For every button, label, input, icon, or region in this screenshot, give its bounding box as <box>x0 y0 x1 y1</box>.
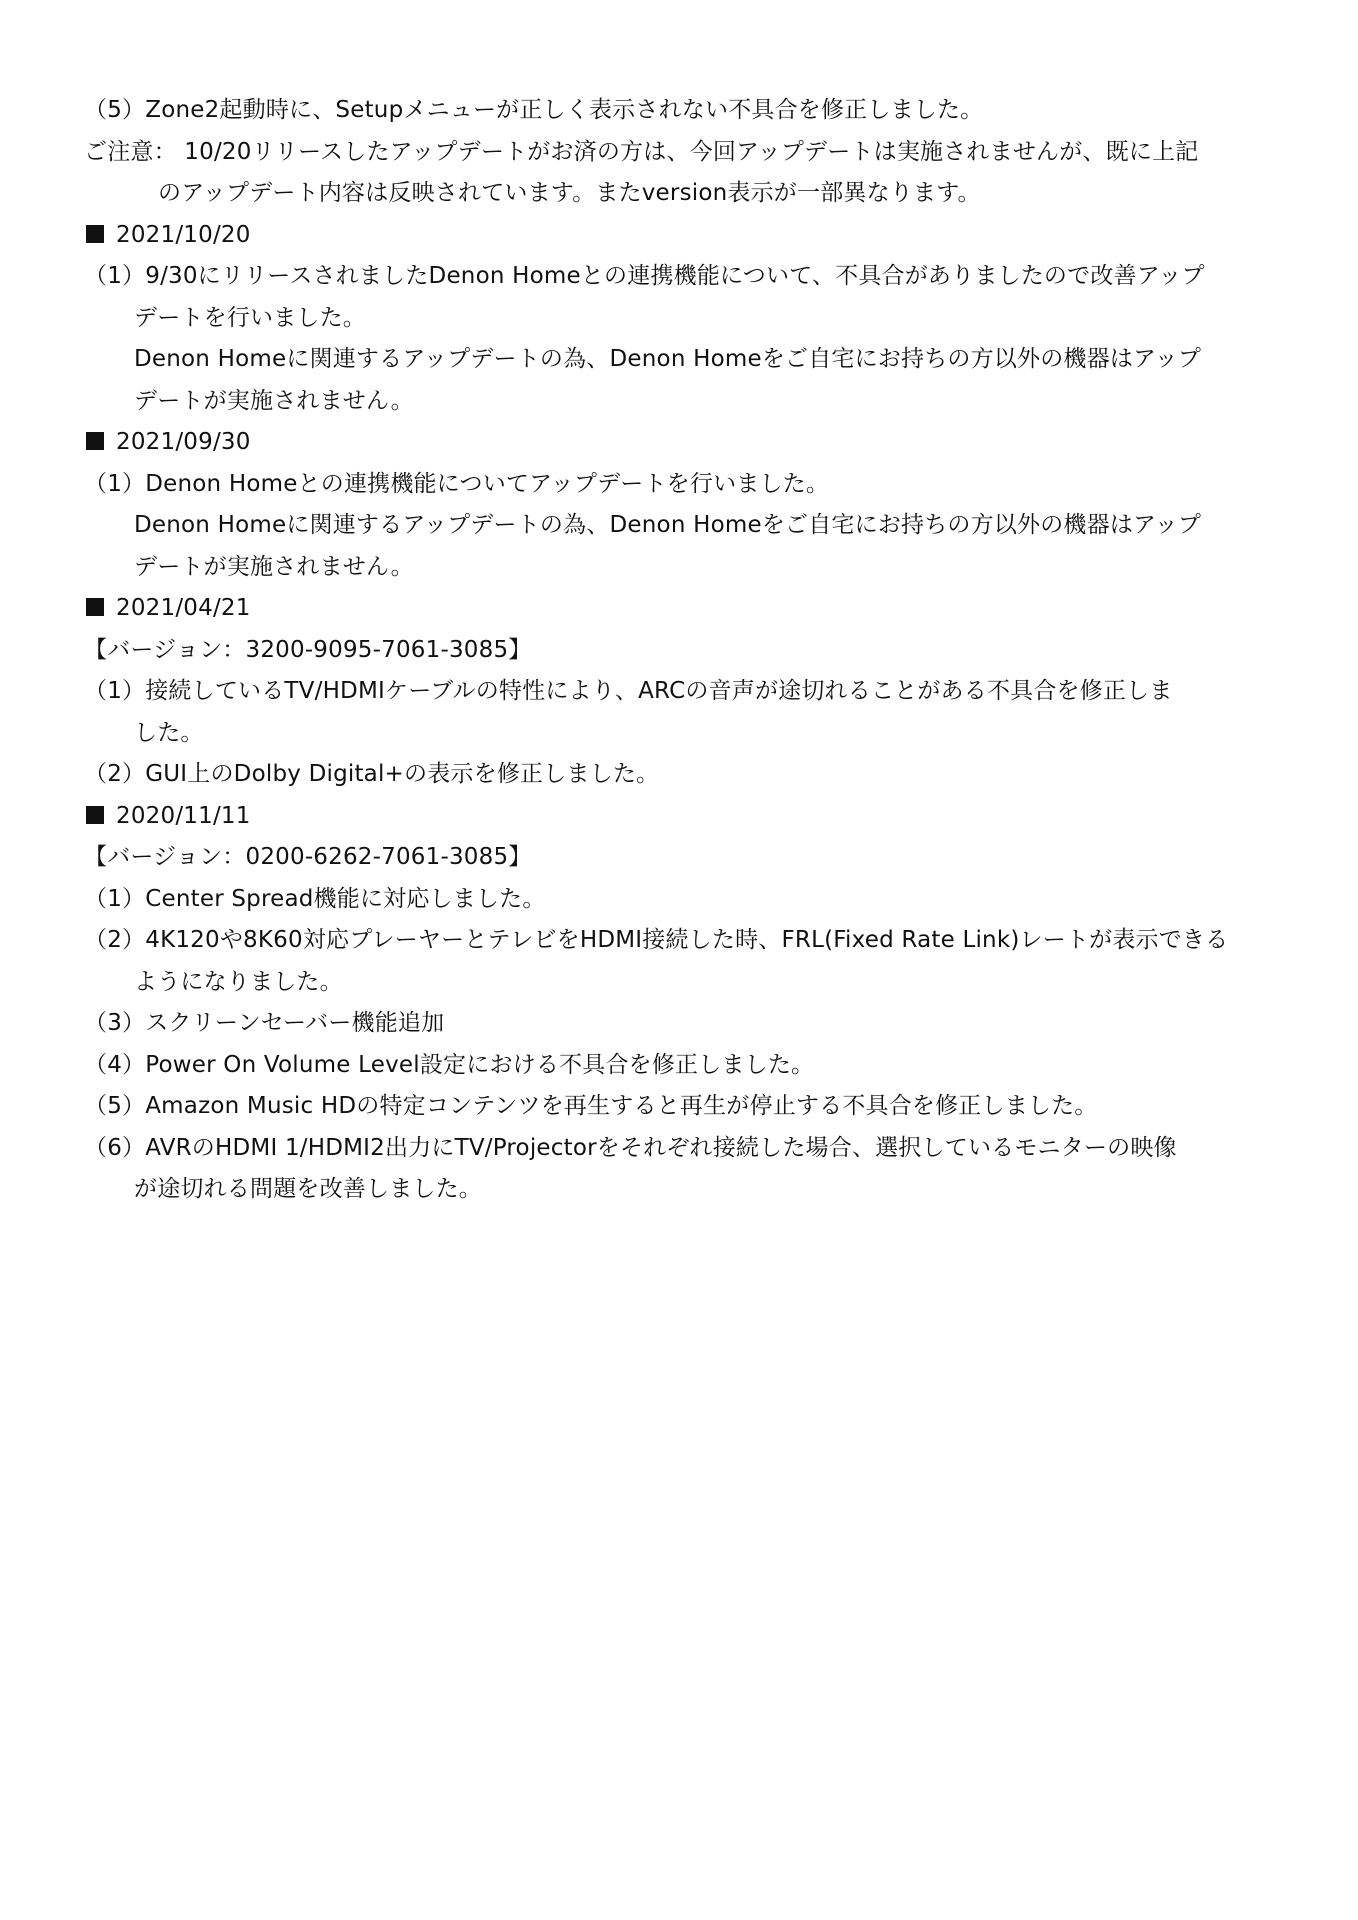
text-line <box>84 1003 1284 1045</box>
line-text: （1）Center Spread機能に対応しました。 <box>84 885 546 912</box>
section-heading <box>84 422 1284 464</box>
line-text: が途切れる問題を改善しました。 <box>134 1176 482 1202</box>
black-square-bullet-icon <box>86 806 104 824</box>
text-line <box>84 1169 1284 1211</box>
section-date: 2021/04/21 <box>116 595 251 621</box>
section-date: 2021/10/20 <box>116 221 251 248</box>
line-text: 【バージョン：3200-9095-7061-3085】 <box>84 636 532 663</box>
black-square-bullet-icon <box>86 598 104 616</box>
text-line <box>84 920 1284 962</box>
line-text: デートが実施されません。 <box>134 553 414 580</box>
line-text: ご注意： 10/20リリースしたアップデートがお済の方は、今回アップデートは実施されませんが、既に上記 <box>84 138 1199 165</box>
line-text: （5）Amazon Music HDの特定コンテンツを再生すると再生が停止する不具合を修正しました。 <box>84 1093 1098 1119</box>
section-date: 2021/09/30 <box>116 429 251 455</box>
text-line <box>84 547 1284 589</box>
section-heading <box>84 796 1284 838</box>
text-line <box>84 962 1284 1004</box>
line-text: ようになりました。 <box>134 968 343 995</box>
line-text: （1）接続しているTV/HDMIケーブルの特性により、ARCの音声が途切れることがある不具合を修正しま <box>84 678 1173 704</box>
black-square-bullet-icon <box>86 225 104 243</box>
line-text: 【バージョン：0200-6262-7061-3085】 <box>84 844 532 870</box>
text-line <box>84 173 1284 215</box>
line-text: のアップデート内容は反映されています。またversion表示が一部異なります。 <box>158 180 981 206</box>
text-line <box>84 1045 1284 1087</box>
text-line <box>84 754 1284 796</box>
text-line <box>84 630 1284 672</box>
line-text: （1）Denon Homeとの連携機能についてアップデートを行いました。 <box>84 470 830 497</box>
line-text: （4）Power On Volume Level設定における不具合を修正しました。 <box>84 1051 815 1078</box>
document-body <box>84 90 1284 1211</box>
line-text: （2）GUI上のDolby Digital+の表示を修正しました。 <box>84 761 660 787</box>
text-line <box>84 1086 1284 1128</box>
text-line <box>84 879 1284 921</box>
line-text: デートが実施されません。 <box>134 387 414 414</box>
line-text: Denon Homeに関連するアップデートの為、Denon Homeをご自宅にお持ちの方以外の機器はアップ <box>134 512 1202 538</box>
line-text: Denon Homeに関連するアップデートの為、Denon Homeをご自宅にお持ちの方以外の機器はアップ <box>134 346 1202 372</box>
line-text: （5）Zone2起動時に、Setupメニューが正しく表示されない不具合を修正しました。 <box>84 97 984 123</box>
text-line <box>84 713 1284 755</box>
text-line <box>84 90 1284 132</box>
text-line <box>84 505 1284 547</box>
section-heading <box>84 215 1284 257</box>
section-date: 2020/11/11 <box>116 802 251 829</box>
text-line <box>84 256 1284 298</box>
line-text: （6）AVRのHDMI 1/HDMI2出力にTV/Projectorをそれぞれ接続した場合、選択しているモニターの映像 <box>84 1134 1177 1161</box>
line-text: デートを行いました。 <box>134 304 366 331</box>
text-line <box>84 298 1284 340</box>
black-square-bullet-icon <box>86 432 104 450</box>
section-heading <box>84 588 1284 630</box>
text-line <box>84 1128 1284 1170</box>
text-line <box>84 381 1284 423</box>
line-text: した。 <box>134 719 204 746</box>
text-line <box>84 464 1284 506</box>
text-line <box>84 132 1284 174</box>
line-text: （2）4K120や8K60対応プレーヤーとテレビをHDMI接続した時、FRL(Fixed Rate Link)レートが表示できる <box>84 927 1229 953</box>
line-text: （3）スクリーンセーバー機能追加 <box>84 1010 445 1036</box>
line-text: （1）9/30にリリースされましたDenon Homeとの連携機能について、不具合がありましたので改善アップ <box>84 263 1205 289</box>
text-line <box>84 671 1284 713</box>
text-line <box>84 339 1284 381</box>
text-line <box>84 837 1284 879</box>
